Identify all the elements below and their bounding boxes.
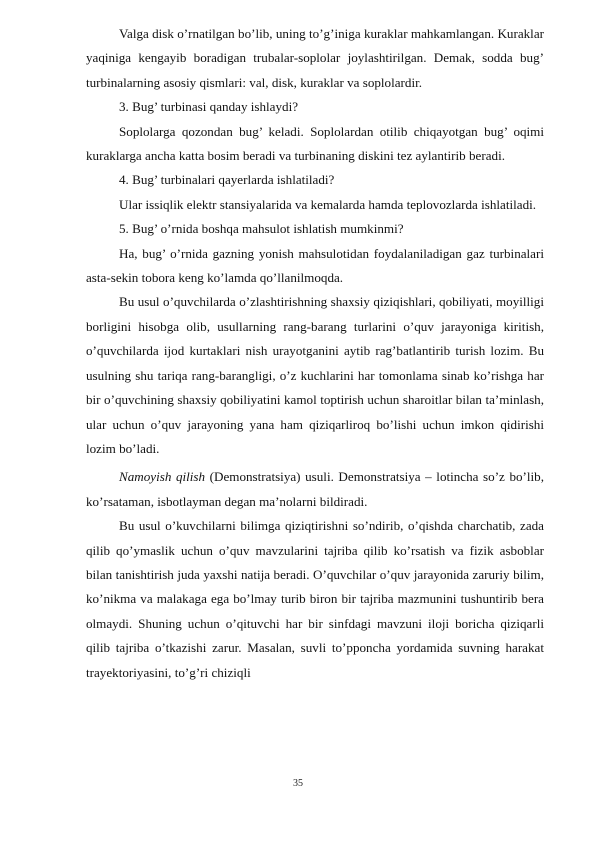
question-3: 3. Bug’ turbinasi qanday ishlaydi? (119, 99, 299, 115)
paragraph-turbine-operation: Soplolarga qozondan bug’ keladi. Soplolardan otilib chiqayotgan bug’ oqimi kuraklarga ancha katta bosim beradi va turbinaning diskini tez aylantirib beradi. (86, 123, 544, 164)
paragraph-demonstration-usage: Bu usul o’kuvchilarni bilimga qiziqtirishni so’ndirib, o’qishda charchatib, zada qilib qo’ymaslik uchun o’quv mavzularini tajriba qilib ko’rsatish va fizik asboblar bilan tanishtirish juda yaxshi natija beradi. O’quvchilar o’quv jarayonida zaruriy bilim, ko’nikma va malakaga ega bo’lmay turib biron bir tajriba mazmunini tushuntirib bera olmaydi. Shuning uchun o’qituvchi har bir sinfdagi mavzuni iloji boricha qiziqarli qilib tajriba o’tkazishi zarur. Masalan, suvli to’pponcha yordamida suvning harakat trayektoriyasini, to’g’ri chiziqli (86, 518, 544, 680)
page-number: 35 (293, 778, 303, 789)
term-demonstration: Namoyish qilish (119, 469, 206, 485)
question-4: 4. Bug’ turbinalari qayerlarda ishlatiladi? (119, 172, 335, 188)
document-body (86, 22, 544, 685)
paragraph-turbine-usage: Ular issiqlik elektr stansiyalarida va kemalarda hamda teplovozlarda ishlatiladi. (119, 196, 537, 212)
question-5: 5. Bug’ o’rnida boshqa mahsulot ishlatish mumkinmi? (119, 221, 404, 237)
paragraph-demonstration (86, 465, 544, 514)
paragraph-turbine-parts: Valga disk o’rnatilgan bo’lib, uning to’g’iniga kuraklar mahkamlangan. Kuraklar yaqiniga kengayib boradigan trubalar-soplolar joylashtirilgan. Demak, sodda bug’ turbinalarning asosiy qismlari: val, disk, kuraklar va soplolardir. (86, 26, 544, 90)
demonstration-definition: (Demonstratsiya) usuli. Demonstratsiya – lotincha so’z bo’lib, ko’rsataman, isbotlayman degan ma’nolarni bildiradi. (86, 469, 544, 509)
paragraph-method-variety: Bu usul o’quvchilarda o’zlashtirishning shaxsiy qiziqishlari, qobiliyati, moyilligi borligini hisobga olib, usullarning rang-barang turlarini o’quv jarayoniga kiritish, o’quvchilarda ijod kurtaklari nish urayotganini aytib rag’batlantirib turish lozim. Bu usulning shu tariqa rang-barangligi, o’z kuchlarini har tomonlama sinab ko’rishga har bir o’quvchining shaxsiy qobiliyatini kamol toptirish uchun sharoitlar bilan ta’minlash, ular uchun o’quv jarayoning yana ham qiziqarliroq bo’lishi uchun imkon qidirishi lozim bo’ladi. (86, 294, 544, 456)
paragraph-gas-turbines: Ha, bug’ o’rnida gazning yonish mahsulotidan foydalaniladigan gaz turbinalari asta-sekin tobora keng ko’lamda qo’llanilmoqda. (86, 245, 544, 286)
